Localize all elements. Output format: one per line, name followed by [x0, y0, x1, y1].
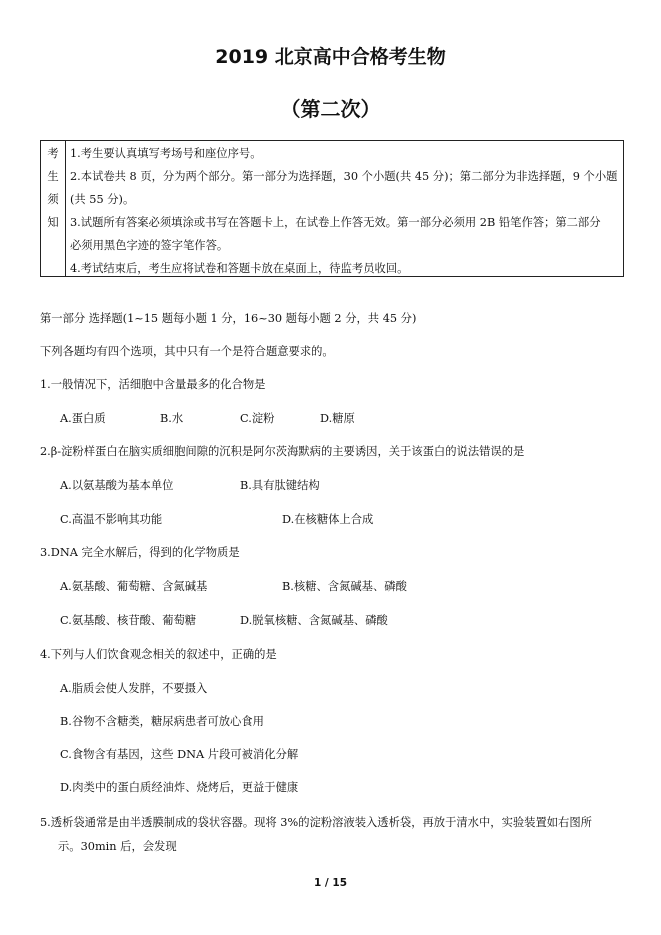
- notice-heading: [41, 141, 66, 276]
- question-5-stem-continued: 示。30min 后，会发现: [58, 840, 177, 853]
- question-1-option-c: C.淀粉: [240, 412, 275, 425]
- notice-heading-char: 生: [47, 170, 59, 183]
- notice-heading-char: 须: [47, 193, 59, 206]
- question-1-stem: 1.一般情况下，活细胞中含量最多的化合物是: [40, 378, 266, 391]
- question-1-option-b: B.水: [160, 412, 184, 425]
- notice-heading-char: 知: [47, 216, 59, 229]
- notice-body: [66, 141, 623, 276]
- notice-item: 1.考生要认真填写考场号和座位序号。: [70, 147, 262, 160]
- question-3-option-d: D.脱氧核糖、含氮碱基、磷酸: [240, 614, 388, 627]
- question-2-stem: 2.β-淀粉样蛋白在脑实质细胞间隙的沉积是阿尔茨海默病的主要诱因，关于该蛋白的说法错误的是: [40, 445, 525, 458]
- question-4-option-a: A.脂质会使人发胖，不要摄入: [60, 682, 208, 695]
- question-4-option-b: B.谷物不含糖类，糖尿病患者可放心食用: [60, 715, 264, 728]
- exam-notice-box: [40, 140, 624, 277]
- question-2-option-c: C.高温不影响其功能: [60, 513, 163, 526]
- question-2-option-d: D.在核糖体上合成: [282, 513, 374, 526]
- notice-item: 4.考试结束后，考生应将试卷和答题卡放在桌面上，待监考员收回。: [70, 262, 409, 275]
- question-3-option-b: B.核糖、含氮碱基、磷酸: [282, 580, 407, 593]
- question-4-stem: 4.下列与人们饮食观念相关的叙述中，正确的是: [40, 648, 277, 661]
- page-subtitle: （第二次）: [280, 97, 381, 121]
- question-2-option-a: A.以氨基酸为基本单位: [60, 479, 174, 492]
- page-number: 1 / 15: [313, 877, 348, 889]
- section-instruction: 下列各题均有四个选项，其中只有一个是符合题意要求的。: [40, 345, 334, 358]
- notice-item: 必须用黑色字迹的签字笔作答。: [70, 239, 229, 252]
- question-4-option-d: D.肉类中的蛋白质经油炸、烧烤后，更益于健康: [60, 781, 299, 794]
- notice-item: 2.本试卷共 8 页，分为两个部分。第一部分为选择题，30 个小题(共 45 分)；第二部分为非选择题，9 个小题: [70, 170, 618, 183]
- question-4-option-c: C.食物含有基因，这些 DNA 片段可被消化分解: [60, 748, 299, 761]
- notice-heading-char: 考: [47, 147, 59, 160]
- notice-item: (共 55 分)。: [70, 193, 135, 206]
- notice-item: 3.试题所有答案必须填涂或书写在答题卡上，在试卷上作答无效。第一部分必须用 2B 铅笔作答；第二部分: [70, 216, 601, 229]
- question-1-option-a: A.蛋白质: [60, 412, 106, 425]
- question-3-stem: 3.DNA 完全水解后，得到的化学物质是: [40, 546, 240, 559]
- page-title: 2019 北京高中合格考生物: [215, 46, 446, 68]
- section-heading: 第一部分 选择题(1~15 题每小题 1 分，16~30 题每小题 2 分，共 45 分): [40, 312, 417, 325]
- question-3-option-c: C.氨基酸、核苷酸、葡萄糖: [60, 614, 197, 627]
- question-5-stem: 5.透析袋通常是由半透膜制成的袋状容器。现将 3%的淀粉溶液装入透析袋，再放于清水中，实验装置如右图所: [40, 816, 592, 829]
- question-3-option-a: A.氨基酸、葡萄糖、含氮碱基: [60, 580, 208, 593]
- question-1-option-d: D.糖原: [320, 412, 355, 425]
- question-2-option-b: B.具有肽键结构: [240, 479, 320, 492]
